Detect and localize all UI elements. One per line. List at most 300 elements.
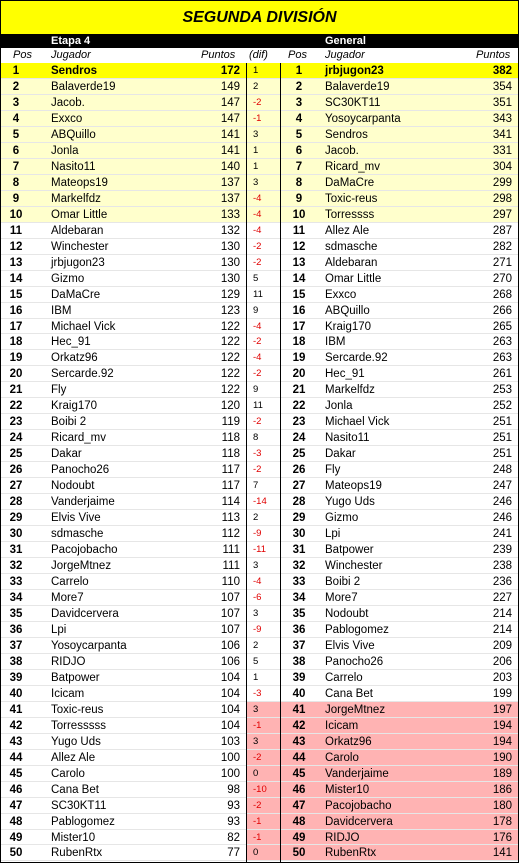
table-row (1, 255, 246, 271)
table-row (1, 446, 246, 462)
dif-row (247, 478, 280, 494)
table-row (281, 111, 518, 127)
player-name: Vanderjaime (325, 767, 389, 780)
col-dif: (dif) (249, 49, 268, 61)
dif-row (247, 686, 280, 702)
rank-cell: 7 (12, 160, 20, 173)
points-cell: 343 (492, 112, 512, 125)
dif-value: -2 (253, 416, 262, 428)
dif-row (247, 319, 280, 335)
rank-cell: 16 (9, 304, 23, 317)
table-row (281, 319, 518, 335)
rank-cell: 21 (9, 384, 23, 397)
player-name: Winchester (51, 240, 109, 253)
points-cell: 141 (220, 144, 240, 157)
rank-cell: 29 (9, 512, 23, 525)
points-cell: 263 (492, 336, 512, 349)
player-name: Icicam (51, 687, 85, 700)
player-name: Ricard_mv (51, 432, 106, 445)
table-row (1, 558, 246, 574)
player-name: Orkatz96 (325, 735, 372, 748)
rank-cell: 39 (292, 671, 306, 684)
dif-row (247, 845, 280, 861)
dif-row (247, 414, 280, 430)
rank-cell: 40 (9, 687, 23, 700)
points-cell: 123 (220, 304, 240, 317)
rank-cell: 37 (292, 639, 306, 652)
dif-row (247, 558, 280, 574)
points-cell: 252 (492, 400, 512, 413)
points-cell: 248 (492, 464, 512, 477)
points-cell: 93 (227, 799, 240, 812)
section-header-bar (1, 34, 518, 48)
rank-cell: 21 (292, 384, 306, 397)
points-cell: 111 (222, 544, 240, 557)
dif-row (247, 734, 280, 750)
player-name: Yosoycarpanta (51, 639, 127, 652)
rank-cell: 13 (9, 256, 23, 269)
dif-value: 0 (253, 767, 259, 779)
table-row (1, 382, 246, 398)
dif-row (247, 223, 280, 239)
points-cell: 119 (221, 416, 240, 429)
dif-value: -4 (253, 352, 262, 364)
table-row (281, 638, 518, 654)
points-cell: 77 (227, 847, 240, 860)
points-cell: 140 (220, 160, 240, 173)
dif-row (247, 814, 280, 830)
points-cell: 271 (492, 256, 512, 269)
player-name: Allez Ale (51, 751, 96, 764)
dif-value: 3 (253, 560, 259, 572)
table-row (281, 574, 518, 590)
dif-row (247, 191, 280, 207)
table-row (1, 430, 246, 446)
table-row (1, 239, 246, 255)
player-name: Vanderjaime (51, 496, 115, 509)
table-row (281, 830, 518, 846)
player-name: Fly (325, 464, 341, 477)
rank-cell: 19 (292, 352, 306, 365)
points-cell: 236 (492, 576, 512, 588)
points-cell: 107 (220, 607, 240, 620)
points-cell: 251 (492, 432, 512, 445)
page-title: SEGUNDA DIVISIÓN (1, 1, 518, 34)
rank-cell: 11 (292, 224, 306, 237)
points-cell: 117 (221, 464, 240, 477)
table-row (281, 510, 518, 526)
table-row (1, 366, 246, 382)
rank-cell: 32 (292, 560, 306, 573)
rank-cell: 2 (12, 80, 20, 93)
player-name: Lpi (51, 623, 67, 636)
rank-cell: 9 (12, 192, 20, 205)
table-row (1, 271, 246, 287)
player-name: Omar Little (51, 208, 108, 221)
points-cell: 246 (492, 512, 512, 525)
player-name: More7 (325, 591, 358, 604)
rank-cell: 40 (292, 687, 306, 700)
table-row (281, 654, 518, 670)
player-name: jrbjugon23 (51, 256, 105, 269)
player-name: Elvis Vive (325, 639, 375, 652)
table-row (1, 718, 246, 734)
table-row (1, 734, 246, 750)
dif-row (247, 830, 280, 846)
table-row (281, 590, 518, 606)
table-row (281, 382, 518, 398)
player-name: Nodoubt (325, 607, 369, 620)
rank-cell: 43 (292, 735, 306, 748)
points-cell: 194 (492, 735, 512, 748)
rank-cell: 12 (292, 240, 306, 253)
rank-cell: 44 (9, 751, 23, 764)
points-cell: 172 (220, 65, 240, 77)
dif-row (247, 446, 280, 462)
dif-value: 3 (253, 176, 259, 188)
rank-cell: 25 (292, 448, 306, 461)
points-cell: 209 (492, 639, 512, 652)
dif-row (247, 750, 280, 766)
dif-value: 1 (253, 160, 259, 172)
player-name: Jonla (325, 400, 353, 413)
player-name: RIDJO (51, 655, 86, 668)
player-name: Sendros (325, 128, 368, 141)
points-cell: 122 (220, 336, 240, 349)
rank-cell: 42 (292, 719, 306, 732)
player-name: Pablogomez (51, 815, 115, 828)
dif-row (247, 702, 280, 718)
player-name: JorgeMtnez (325, 703, 386, 716)
dif-row (247, 334, 280, 350)
player-name: Orkatz96 (51, 352, 98, 365)
dif-value: 9 (253, 304, 259, 316)
player-name: Boibi 2 (325, 576, 361, 588)
dif-value: -1 (253, 815, 262, 827)
dif-row (247, 350, 280, 366)
table-row (281, 287, 518, 303)
player-name: Gizmo (51, 272, 85, 285)
player-name: Mister10 (51, 831, 96, 844)
rank-cell: 14 (9, 272, 23, 285)
table-row (1, 782, 246, 798)
dif-value: -2 (253, 751, 262, 763)
rank-cell: 45 (292, 767, 306, 780)
player-name: JorgeMtnez (51, 560, 112, 573)
table-row (281, 63, 518, 79)
player-name: Cana Bet (325, 687, 373, 700)
dif-row (247, 718, 280, 734)
table-row (281, 207, 518, 223)
rank-cell: 26 (292, 464, 306, 477)
table-row (281, 191, 518, 207)
rank-cell: 46 (9, 783, 23, 796)
rank-cell: 35 (292, 607, 306, 620)
rank-cell: 33 (9, 576, 23, 588)
rank-cell: 22 (9, 400, 23, 413)
dif-value: -6 (253, 591, 262, 603)
dif-value: -2 (253, 368, 262, 380)
points-cell: 199 (492, 687, 512, 700)
points-cell: 241 (492, 528, 512, 541)
points-cell: 137 (220, 176, 240, 189)
rank-cell: 26 (9, 464, 23, 477)
points-cell: 304 (492, 160, 512, 173)
points-cell: 117 (221, 480, 240, 493)
dif-row (247, 175, 280, 191)
player-name: Carrelo (325, 671, 363, 684)
table-row (1, 766, 246, 782)
rank-cell: 50 (292, 847, 306, 860)
dif-value: 2 (253, 512, 259, 524)
player-name: Exxco (325, 288, 357, 301)
rank-cell: 23 (9, 416, 23, 429)
dif-value: -4 (253, 576, 262, 587)
player-name: Boibi 2 (51, 416, 87, 429)
points-cell: 100 (220, 751, 240, 764)
dif-row (247, 111, 280, 127)
rank-cell: 17 (292, 320, 306, 333)
dif-value: -4 (253, 192, 262, 204)
player-name: sdmasche (51, 528, 104, 541)
points-cell: 263 (492, 352, 512, 365)
player-name: Jonla (51, 144, 79, 157)
rank-cell: 3 (295, 96, 303, 109)
points-cell: 297 (492, 208, 512, 221)
dif-row (247, 462, 280, 478)
player-name: RIDJO (325, 831, 360, 844)
points-cell: 265 (492, 320, 512, 333)
rank-cell: 5 (295, 128, 303, 141)
col-player-right: Jugador (325, 49, 365, 61)
dif-value: -2 (253, 240, 262, 252)
dif-value: 9 (253, 384, 259, 396)
player-name: DaMaCre (51, 288, 101, 301)
dif-column (246, 63, 281, 862)
table-row (1, 159, 246, 175)
rank-cell: 4 (295, 112, 303, 125)
table-row (281, 79, 518, 95)
player-name: Hec_91 (325, 368, 365, 381)
table-row (1, 702, 246, 718)
col-pos-left: Pos (13, 49, 32, 61)
table-row (1, 670, 246, 686)
dif-row (247, 670, 280, 686)
points-cell: 247 (492, 480, 512, 493)
rank-cell: 41 (9, 703, 23, 716)
table-row (281, 303, 518, 319)
player-name: Davidcervera (51, 607, 119, 620)
points-cell: 270 (492, 272, 512, 285)
points-cell: 93 (227, 815, 240, 828)
rank-cell: 4 (12, 112, 20, 125)
dif-row (247, 79, 280, 95)
table-row (1, 398, 246, 414)
table-row (1, 127, 246, 143)
dif-value: 11 (253, 400, 263, 412)
dif-value: 3 (253, 735, 259, 747)
points-cell: 214 (492, 623, 512, 636)
table-row (281, 334, 518, 350)
rank-cell: 15 (9, 288, 23, 301)
rank-cell: 48 (292, 815, 306, 828)
table-row (1, 845, 246, 861)
dif-value: 2 (253, 80, 259, 92)
dif-row (247, 127, 280, 143)
dif-value: -1 (253, 112, 262, 124)
rank-cell: 34 (292, 591, 306, 604)
dif-row (247, 782, 280, 798)
rank-cell: 9 (295, 192, 303, 205)
rank-cell: 1 (12, 65, 20, 77)
table-row (281, 478, 518, 494)
rank-cell: 47 (9, 799, 23, 812)
rank-cell: 47 (292, 799, 306, 812)
table-row (1, 79, 246, 95)
points-cell: 82 (227, 831, 240, 844)
points-cell: 122 (220, 368, 240, 381)
rank-cell: 31 (292, 544, 306, 557)
points-cell: 178 (492, 815, 512, 828)
points-cell: 147 (220, 96, 240, 109)
points-cell: 189 (492, 767, 512, 780)
dif-row (247, 798, 280, 814)
dif-row (247, 638, 280, 654)
table-row (1, 223, 246, 239)
table-row (1, 111, 246, 127)
player-name: Dakar (325, 448, 356, 461)
table-row (1, 686, 246, 702)
points-cell: 354 (492, 80, 512, 93)
rank-cell: 2 (295, 80, 303, 93)
player-name: Batpower (325, 544, 374, 557)
rank-cell: 37 (9, 639, 23, 652)
player-name: SC30KT11 (325, 96, 381, 109)
player-name: IBM (51, 304, 72, 317)
player-name: Aldebaran (51, 224, 104, 237)
rank-cell: 39 (9, 671, 23, 684)
points-cell: 106 (220, 639, 240, 652)
dif-value: -1 (253, 719, 262, 731)
rank-cell: 28 (292, 496, 306, 509)
dif-value: 3 (253, 703, 259, 715)
table-row (281, 526, 518, 542)
rank-cell: 42 (9, 719, 23, 732)
general-table (281, 63, 518, 862)
table-row (1, 574, 246, 590)
player-name: Panocho26 (325, 655, 384, 668)
player-name: Lpi (325, 528, 341, 541)
points-cell: 341 (492, 128, 512, 141)
dif-row (247, 510, 280, 526)
dif-value: -9 (253, 528, 262, 540)
table-row (1, 175, 246, 191)
player-name: Sercarde.92 (51, 368, 114, 381)
player-name: RubenRtx (51, 847, 103, 860)
table-row (1, 319, 246, 335)
table-row (281, 175, 518, 191)
table-row (281, 750, 518, 766)
points-cell: 110 (221, 576, 240, 588)
points-cell: 118 (221, 448, 240, 461)
table-row (1, 63, 246, 79)
dif-row (247, 255, 280, 271)
rank-cell: 10 (9, 208, 23, 221)
player-name: Aldebaran (325, 256, 378, 269)
dif-row (247, 430, 280, 446)
points-cell: 251 (492, 448, 512, 461)
points-cell: 239 (492, 544, 512, 557)
dif-row (247, 606, 280, 622)
col-points-right: Puntos (476, 49, 511, 61)
table-row (1, 478, 246, 494)
table-row (281, 446, 518, 462)
points-cell: 141 (492, 847, 512, 860)
dif-row (247, 654, 280, 670)
dif-row (247, 95, 280, 111)
player-name: IBM (325, 336, 346, 349)
table-row (281, 350, 518, 366)
table-row (281, 143, 518, 159)
col-pos-right: Pos (288, 49, 307, 61)
rank-cell: 17 (9, 320, 23, 333)
points-cell: 176 (492, 831, 512, 844)
rank-cell: 23 (292, 416, 306, 429)
table-row (281, 127, 518, 143)
dif-row (247, 287, 280, 303)
rank-cell: 46 (292, 783, 306, 796)
points-cell: 298 (492, 192, 512, 205)
dif-value: 5 (253, 655, 259, 667)
rank-cell: 7 (295, 160, 303, 173)
rank-cell: 29 (292, 512, 306, 525)
points-cell: 147 (220, 112, 240, 125)
player-name: DaMaCre (325, 176, 375, 189)
player-name: More7 (51, 591, 84, 604)
points-cell: 214 (492, 607, 512, 620)
points-cell: 261 (492, 368, 512, 381)
player-name: Fly (51, 384, 67, 397)
rank-cell: 32 (9, 560, 23, 573)
dif-value: -11 (253, 544, 267, 556)
table-row (281, 95, 518, 111)
table-row (1, 638, 246, 654)
points-cell: 186 (492, 783, 512, 796)
points-cell: 113 (221, 512, 240, 525)
stage-header: Etapa 4 (51, 35, 91, 47)
col-points-left: Puntos (201, 49, 236, 61)
points-cell: 251 (492, 416, 512, 429)
dif-row (247, 494, 280, 510)
player-name: Michael Vick (325, 416, 390, 429)
points-cell: 100 (220, 767, 240, 780)
points-cell: 149 (220, 80, 240, 93)
points-cell: 141 (220, 128, 240, 141)
dif-row (247, 398, 280, 414)
points-cell: 114 (221, 496, 240, 509)
dif-row (247, 63, 280, 79)
rank-cell: 30 (9, 528, 23, 541)
player-name: Batpower (51, 671, 100, 684)
player-name: Sercarde.92 (325, 352, 388, 365)
rank-cell: 36 (292, 623, 306, 636)
dif-value: 7 (253, 480, 259, 492)
points-cell: 104 (220, 703, 240, 716)
player-name: Yugo Uds (325, 496, 375, 509)
rank-cell: 10 (292, 208, 306, 221)
table-row (1, 207, 246, 223)
rank-cell: 41 (292, 703, 306, 716)
